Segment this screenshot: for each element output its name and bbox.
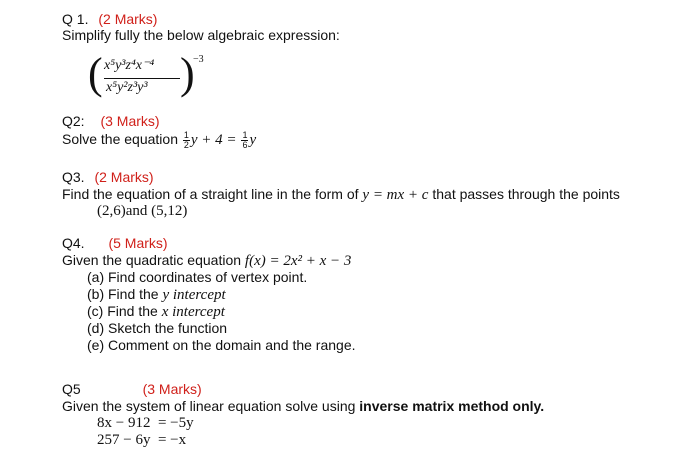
q1-text: Simplify fully the below algebraic expression: <box>62 27 340 43</box>
q4-label: Q4. <box>62 235 85 251</box>
q2-marks: (3 Marks) <box>100 113 160 129</box>
q3-line <box>62 186 620 203</box>
q5-text-bold: inverse matrix method only. <box>359 398 545 414</box>
q1-exponent: −3 <box>193 54 204 65</box>
q3-text-b: that passes through the points <box>432 186 620 202</box>
q4-item-d: (d) Sketch the function <box>87 320 228 336</box>
q3-form: y = mx + c <box>362 187 429 203</box>
left-paren: ( <box>88 49 103 98</box>
q5-header <box>62 381 202 397</box>
q1-numerator: x⁵y³z⁴x⁻⁴ <box>104 58 155 73</box>
q3-label: Q3. <box>62 169 85 185</box>
q4-header <box>62 235 168 251</box>
q1-header <box>62 11 157 27</box>
q4-line <box>62 252 351 269</box>
q4-item-a: (a) Find coordinates of vertex point. <box>87 269 308 285</box>
q5-eq2: 257 − 6y = −x <box>97 432 187 448</box>
q5-text: Given the system of linear equation solve using <box>62 398 356 414</box>
q2-eq-mid: y + 4 = <box>190 132 237 149</box>
right-paren: ) <box>180 49 195 98</box>
q2-fraction-sixth: $\frac{1}{6}$ <box>242 130 248 150</box>
q3-header <box>62 169 154 185</box>
q4-item-e: (e) Comment on the domain and the range. <box>87 337 356 353</box>
q1-marks: (2 Marks) <box>98 11 158 27</box>
q4-marks: (5 Marks) <box>108 235 168 251</box>
q2-eq-end: y <box>249 132 257 149</box>
q4-item-b: (b) Find the y intercept <box>87 286 226 303</box>
q2-text: Solve the equation <box>62 131 178 148</box>
q5-marks: (3 Marks) <box>142 381 202 397</box>
q4-text: Given the quadratic equation <box>62 252 242 268</box>
q2-label: Q2: <box>62 113 85 129</box>
q5-label: Q5 <box>62 381 81 397</box>
q1-denominator: x⁵y²z³y³ <box>106 80 148 95</box>
q2-fraction-half: $\frac{1}{2}$ <box>183 130 189 150</box>
q5-line <box>62 398 544 414</box>
q3-text-a: Find the equation of a straight line in the form of <box>62 186 359 202</box>
q4-function: f(x) = 2x² + x − 3 <box>244 253 352 269</box>
q4-item-c: (c) Find the x intercept <box>87 303 225 320</box>
q2-header <box>62 113 160 129</box>
q1-label: Q 1. <box>62 11 89 27</box>
q1-fraction-bar <box>104 78 180 79</box>
q3-marks: (2 Marks) <box>94 169 154 185</box>
q2-line <box>62 131 256 150</box>
q5-eq1: 8x − 912 = −5y <box>97 415 194 431</box>
q3-points: (2,6)and (5,12) <box>97 203 188 219</box>
